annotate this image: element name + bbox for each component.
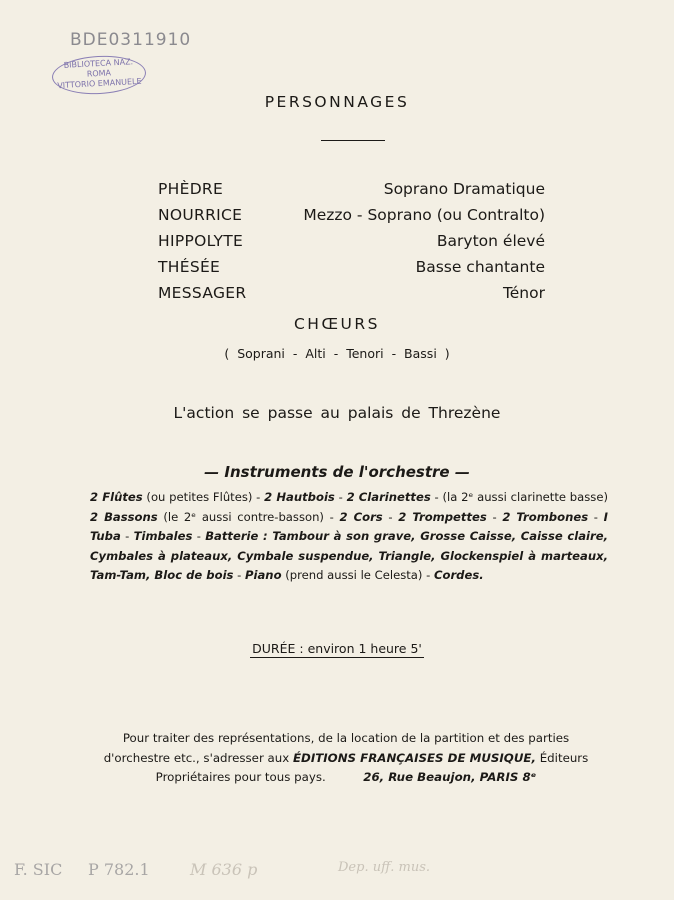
instrument-note: - (la 2ᵉ aussi clarinette basse) bbox=[430, 490, 609, 504]
role-voice: Baryton élevé bbox=[436, 232, 545, 250]
publisher-notice bbox=[100, 729, 592, 788]
setting-line: L'action se passe au palais de Threzène bbox=[173, 404, 501, 422]
duration-line bbox=[0, 641, 674, 656]
separator: - bbox=[334, 490, 347, 504]
notice-text: Éditeurs Propriétaires pour tous pays. bbox=[155, 750, 589, 784]
stamp-line-3: VITTORIO EMANUELE bbox=[57, 76, 142, 91]
publisher-name: ÉDITIONS FRANÇAISES DE MUSIQUE, bbox=[292, 750, 536, 765]
separator: - bbox=[233, 568, 246, 582]
instrument: Piano bbox=[245, 568, 282, 582]
instrument-note: (le 2ᵉ aussi contre-basson) - bbox=[157, 509, 340, 524]
instrument: 2 Trombones bbox=[502, 509, 589, 524]
instrument: 2 Cors bbox=[339, 509, 383, 524]
role-voice: Ténor bbox=[502, 284, 545, 302]
library-stamp bbox=[51, 54, 147, 97]
instrument: Cordes. bbox=[433, 568, 484, 582]
instrument: 2 Bassons bbox=[90, 509, 158, 524]
handwritten-shelfmark: BDE0311910 bbox=[70, 30, 192, 50]
role-name: PHÈDRE bbox=[158, 180, 224, 198]
role-name: THÉSÉE bbox=[158, 258, 221, 276]
duration-value: environ 1 heure 5' bbox=[307, 641, 422, 656]
separator: - bbox=[192, 529, 206, 543]
duration-label: DURÉE : bbox=[252, 641, 304, 656]
instrument: I Tuba bbox=[90, 509, 608, 543]
notice-text: Pour traiter des représentations, de la location de la partition et des parties d'orchestre etc., s'adresser aux bbox=[103, 731, 570, 765]
instrument: Batterie : Tambour à son grave, Grosse Caisse, Caisse claire, Cymbales à plateaux, Cymbale suspendue, Triangle, Glockenspiel à marteaux, Tam-Tam, Bloc de bois bbox=[90, 529, 609, 582]
instrument: 2 Clarinettes bbox=[346, 490, 431, 504]
title-rule bbox=[321, 140, 385, 141]
orchestra-instrument-list bbox=[90, 488, 608, 586]
orchestra-heading: — Instruments de l'orchestre — bbox=[204, 463, 470, 481]
instrument: Timbales bbox=[133, 529, 193, 543]
footer-mark: M 636 p bbox=[190, 860, 258, 879]
separator: - bbox=[120, 529, 134, 543]
page-title: PERSONNAGES bbox=[264, 93, 410, 111]
choeurs-title: CHŒURS bbox=[293, 315, 380, 333]
instrument: 2 Trompettes bbox=[398, 509, 487, 524]
instrument-note: (ou petites Flûtes) - bbox=[142, 490, 265, 504]
separator: - bbox=[382, 509, 399, 524]
publisher-address: 26, Rue Beaujon, PARIS 8ᵉ bbox=[363, 770, 537, 784]
separator: - bbox=[588, 509, 604, 524]
footer-mark: F. SIC bbox=[14, 860, 63, 879]
choeurs-voices: ( Soprani - Alti - Tenori - Bassi ) bbox=[224, 346, 450, 361]
role-name: NOURRICE bbox=[158, 206, 243, 224]
instrument: 2 Flûtes bbox=[90, 490, 143, 504]
separator: - bbox=[486, 509, 503, 524]
role-voice: Basse chantante bbox=[415, 258, 545, 276]
role-voice: Mezzo - Soprano (ou Contralto) bbox=[303, 206, 545, 224]
duration-box bbox=[250, 641, 424, 658]
instrument-note: (prend aussi le Celesta) - bbox=[281, 568, 434, 582]
role-name: MESSAGER bbox=[158, 284, 247, 302]
role-name: HIPPOLYTE bbox=[158, 232, 244, 250]
footer-mark: P 782.1 bbox=[88, 860, 150, 879]
footer-mark: Dep. uff. mus. bbox=[338, 860, 431, 875]
role-voice: Soprano Dramatique bbox=[383, 180, 545, 198]
stamp-line-2: ROMA bbox=[86, 68, 112, 79]
stamp-line-1: BIBLIOTECA NAZ. bbox=[63, 57, 134, 70]
instrument: 2 Hautbois bbox=[264, 490, 335, 504]
